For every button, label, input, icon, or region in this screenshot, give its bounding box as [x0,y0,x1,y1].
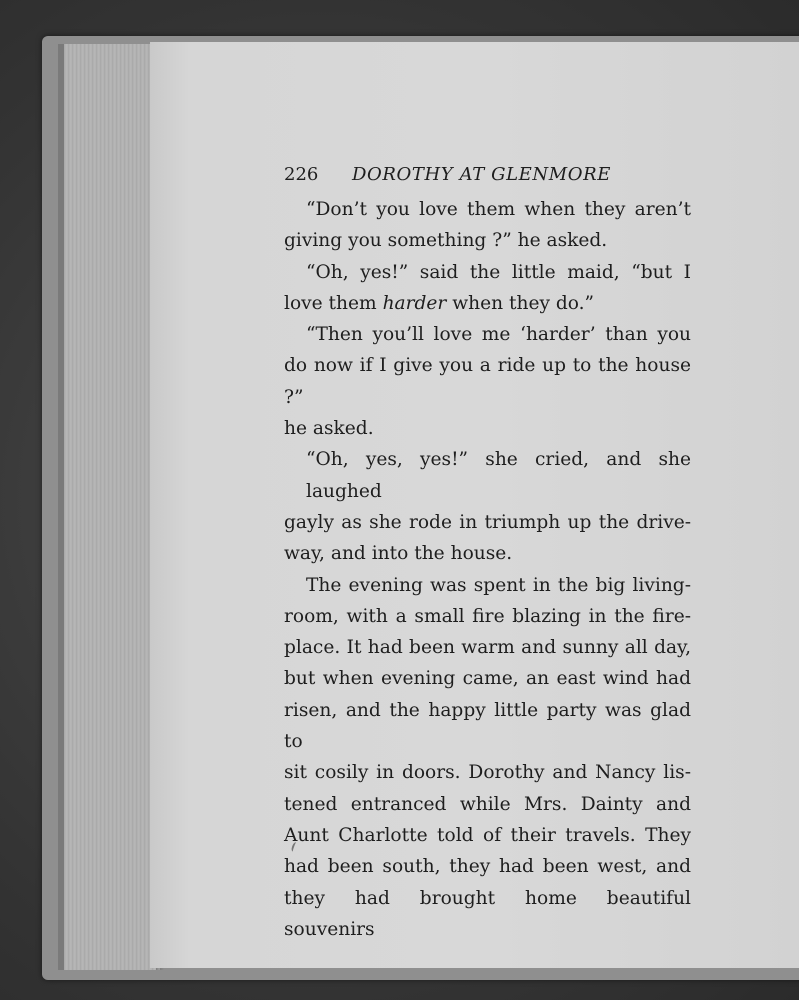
text-line: “Then you’ll love me ‘harder’ than you [306,324,691,346]
paragraph-4 [284,444,691,569]
text-line: The evening was spent in the big living- [306,574,691,596]
paragraph-5 [284,570,691,946]
text-line: he asked. [284,418,374,440]
text-line: giving you something ?” he asked. [284,230,608,252]
book-title: DOROTHY AT GLENMORE [352,164,612,185]
text-line: Aunt Charlotte told of their travels. They [284,824,691,846]
text-line: do now if I give you a ride up to the house ?” [284,355,691,408]
text-line: room, with a small fire blazing in the fire- [284,605,691,627]
text-line: way, and into the house. [284,543,513,565]
text-fragment: when they do.” [446,292,595,314]
text-line: gayly as she rode in triumph up the drive- [284,511,691,533]
text-line: place. It had been warm and sunny all day, [284,637,691,659]
emphasis-word: harder [382,292,447,314]
text-line [284,288,691,319]
text-line: had been south, they had been west, and [284,856,691,878]
text-block [284,160,691,945]
text-line: “Oh, yes, yes!” she cried, and she laughed [306,449,691,502]
text-line: risen, and the happy little party was glad to [284,699,691,753]
text-fragment: love them [284,292,383,314]
text-line: sit cosily in doors. Dorothy and Nancy lis- [284,762,691,784]
text-line: but when evening came, an east wind had [284,668,691,690]
text-line: “Don’t you love them when they aren’t [306,199,691,220]
paragraph-3 [284,319,691,444]
book-page [150,42,799,968]
text-line: tened entranced while Mrs. Dainty and [284,793,691,815]
paragraph-2 [284,257,691,320]
running-head [284,160,691,190]
paragraph-1 [284,194,691,257]
page-number: 226 [284,164,319,185]
page-edges [58,44,160,970]
text-line: “Oh, yes!” said the little maid, “but I [306,261,691,283]
text-line: they had brought home beautiful souvenirs [284,887,691,940]
